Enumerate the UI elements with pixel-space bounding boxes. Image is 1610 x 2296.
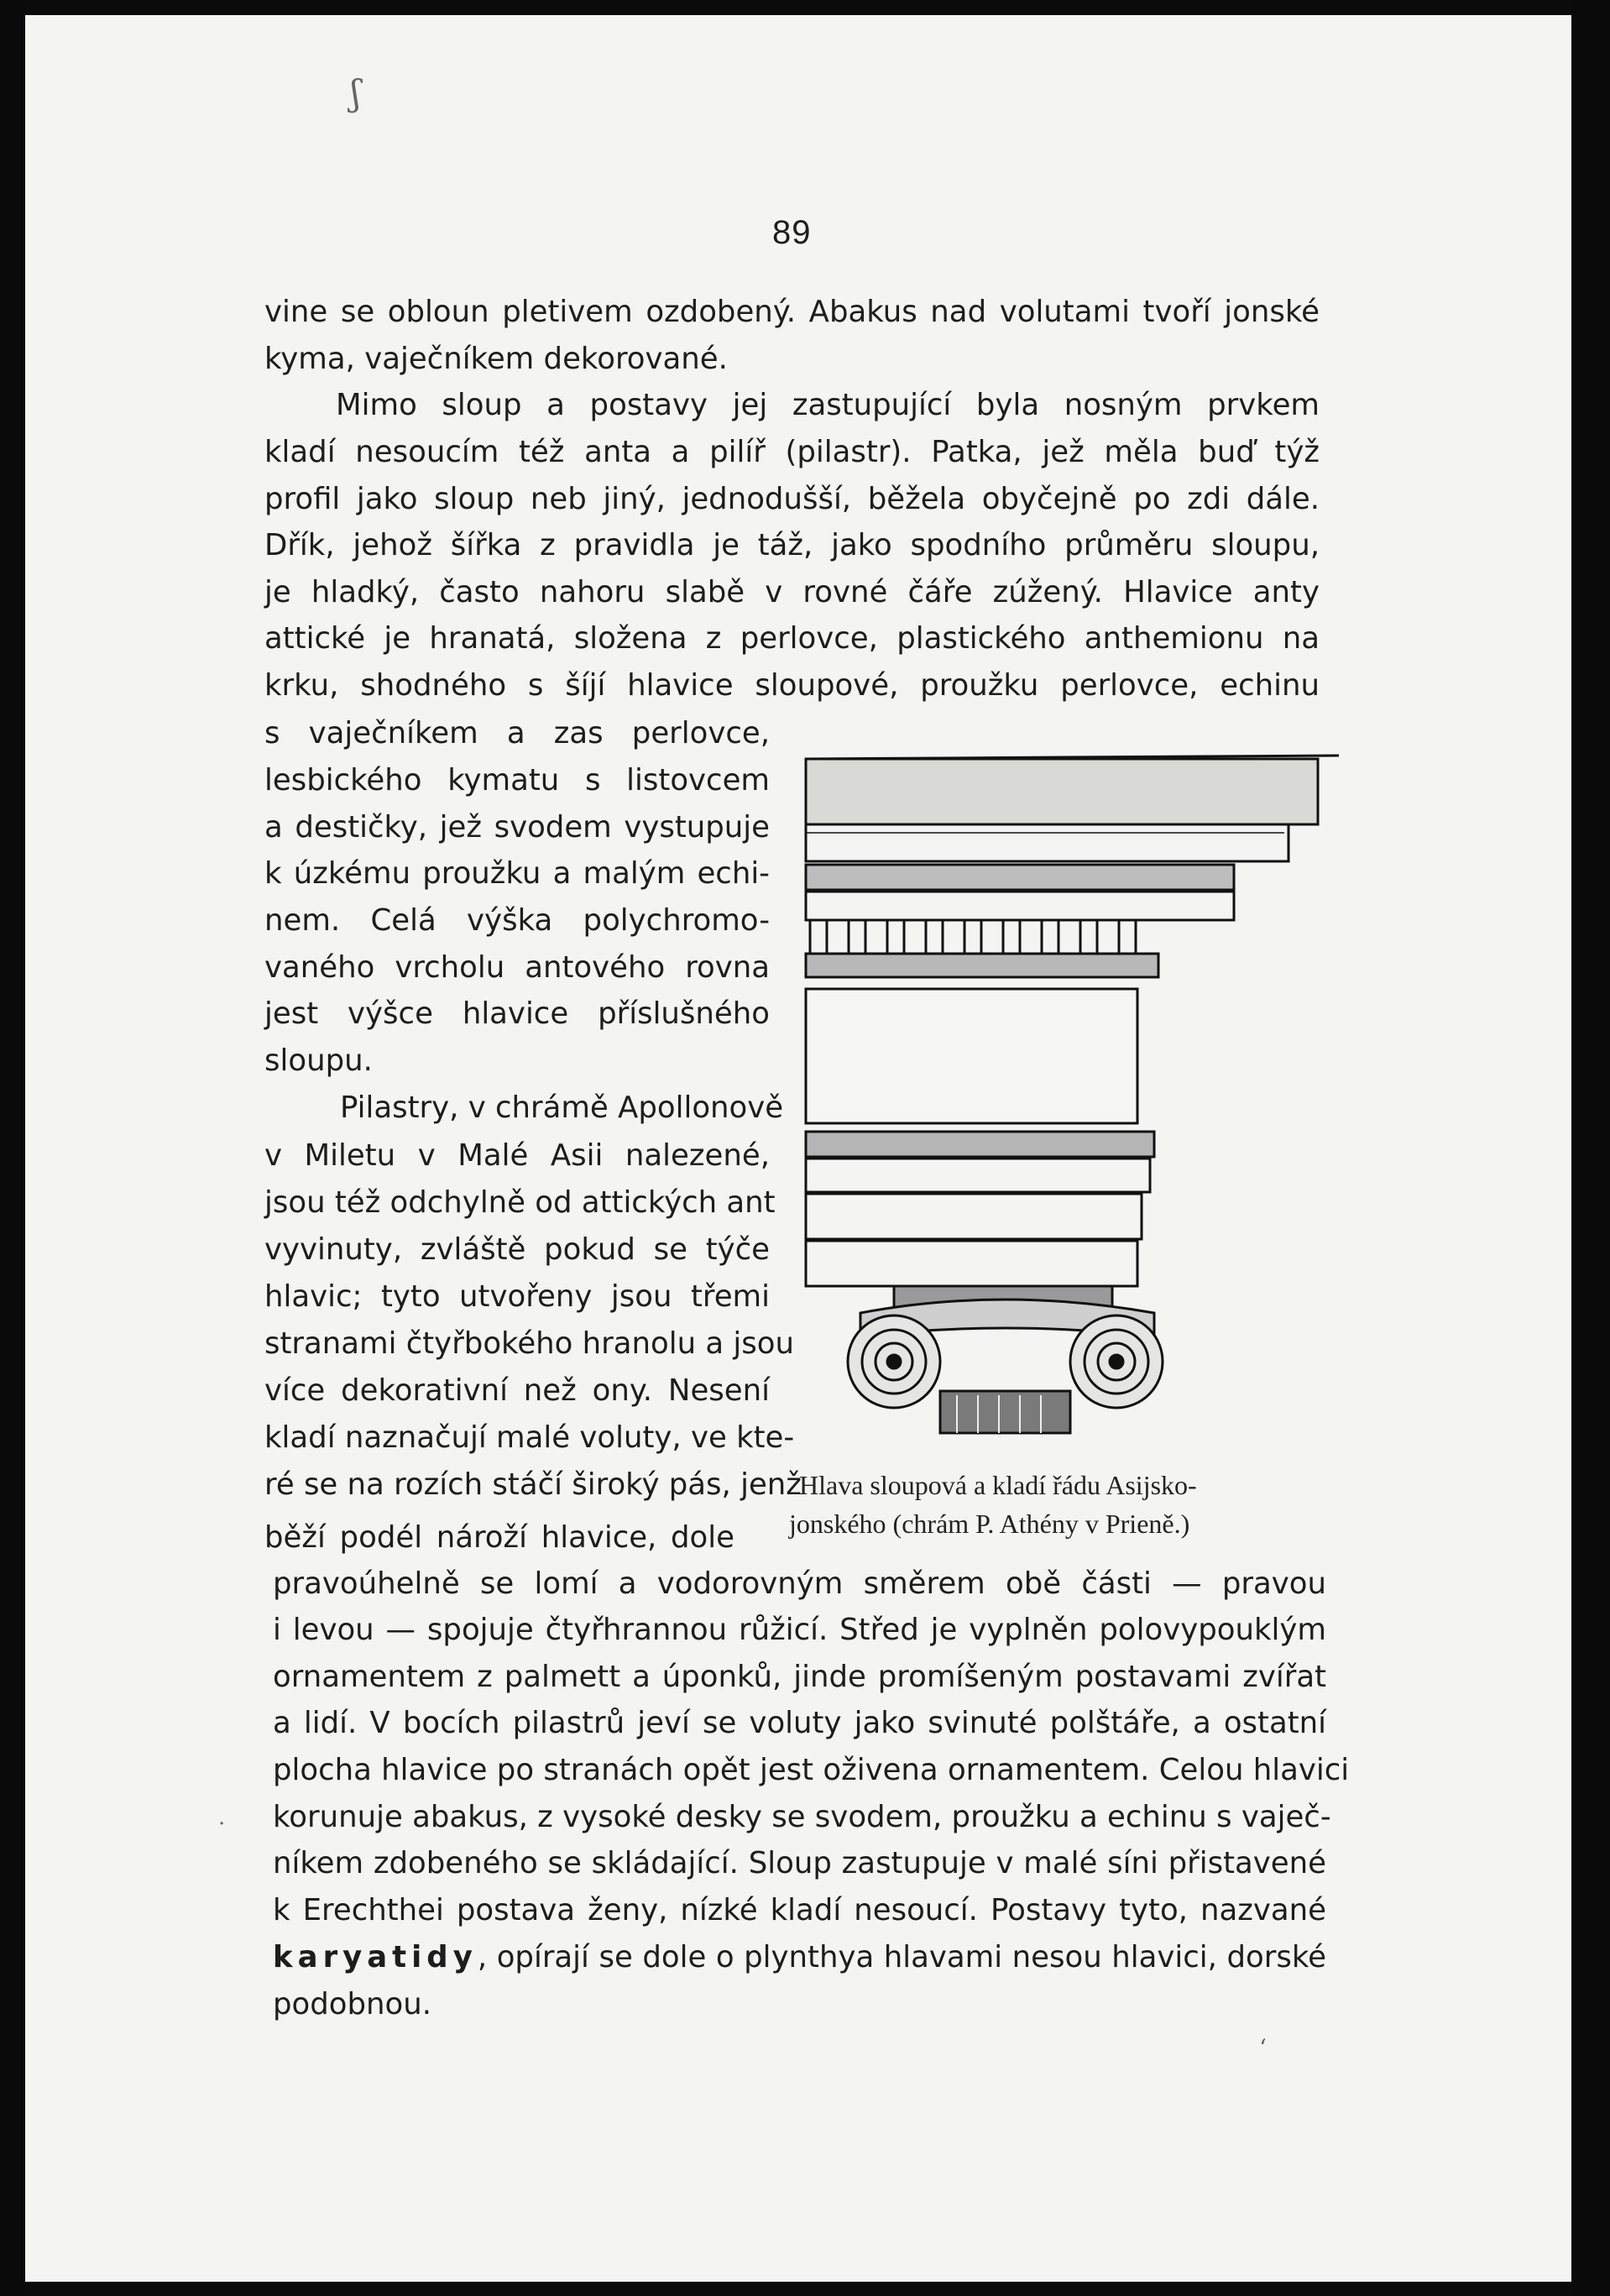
text-line-rest: , opírají se dole o plynthya hlavami nesou hlavici, dorské: [477, 1940, 1326, 1974]
text-line: plocha hlavice po stranách opět jest oživena ornamentem. Celou hlavici: [273, 1753, 1350, 1787]
text-line: kladí naznačují malé voluty, ve kte-: [264, 1420, 795, 1455]
text-line: více dekorativní než ony. Nesení: [264, 1373, 770, 1408]
text-line: v Miletu v Malé Asii nalezené,: [264, 1138, 770, 1173]
dentil-row: [810, 920, 1136, 954]
text-line: profil jako sloup neb jiný, jednodušší, běžela obyčejně po zdi dále.: [264, 482, 1320, 516]
architrave-fascia-2: [806, 1194, 1142, 1239]
dentil-egg-band: [806, 954, 1158, 977]
text-line: a destičky, jež svodem vystupuje: [264, 810, 770, 845]
ionic-capital-entablature-figure: [802, 749, 1339, 1437]
scan-right-border: [1571, 0, 1610, 2296]
text-line: kyma, vaječníkem dekorované.: [264, 342, 728, 376]
column-neck: [940, 1391, 1070, 1433]
text-line: je hladký, často nahoru slabě v rovné čáře zúžený. Hlavice anty: [264, 575, 1320, 609]
text-line: jest výšce hlavice příslušného: [264, 996, 770, 1031]
scan-left-border: [0, 0, 25, 2296]
text-line: k Erechthei postava ženy, nízké kladí nesoucí. Postavy tyto, nazvané: [273, 1893, 1326, 1927]
text-line: k úzkému proužku a malým echi-: [264, 856, 770, 891]
figure-caption-line-1: Hlava sloupová a kladí řádu Asijsko-: [799, 1470, 1197, 1500]
text-line: podobnou.: [273, 1987, 432, 2021]
text-line: kladí nesoucím též anta a pilíř (pilastr). Patka, jež měla buď týž: [264, 435, 1320, 469]
text-line: nem. Celá výška polychromo-: [264, 903, 770, 938]
text-line: s vaječníkem a zas perlovce,: [264, 716, 770, 751]
text-line: vyvinuty, zvláště pokud se týče: [264, 1232, 770, 1267]
architrave-fascia-3: [806, 1241, 1137, 1286]
text-line: vaného vrcholu antového rovna: [264, 950, 770, 985]
text-line: vine se obloun pletivem ozdobený. Abakus nad volutami tvoří jonské: [264, 295, 1320, 329]
text-line: stranami čtyřbokého hranolu a jsou: [264, 1326, 795, 1361]
margin-speck-right: ʻ: [1259, 2034, 1267, 2062]
text-line: lesbického kymatu s listovcem: [264, 763, 770, 798]
cornice-ornament-band: [806, 759, 1318, 824]
text-line: níkem zdobeného se skládající. Sloup zastupuje v malé síni přistavené: [273, 1846, 1326, 1880]
text-line: sloupu.: [264, 1043, 373, 1078]
text-line: i levou — spojuje čtyřhrannou růžicí. Střed je vyplněn polovypouklým: [273, 1613, 1326, 1647]
cornice-fascia: [806, 824, 1289, 861]
text-line: korunuje abakus, z vysoké desky se svodem, proužku a echinu s vaječ-: [273, 1800, 1331, 1834]
fascia: [806, 892, 1234, 920]
text-line: krku, shodného s šíjí hlavice sloupové, proužku perlovce, echinu: [264, 668, 1320, 703]
page-number: 89: [772, 214, 812, 251]
text-line: Pilastry, v chrámě Apollonově: [340, 1090, 784, 1125]
text-line: Dřík, jehož šířka z pravidla je táž, jako spodního průměru sloupu,: [264, 528, 1320, 562]
text-line: běží podél nároží hlavice, dole: [264, 1520, 734, 1555]
text-line: ornamentem z palmett a úponků, jinde promíšeným postavami zvířat: [273, 1660, 1326, 1694]
text-line: attické je hranatá, složena z perlovce, plastického anthemionu na: [264, 621, 1320, 656]
text-line: Mimo sloup a postavy jej zastupující byla nosným prvkem: [336, 388, 1320, 422]
frieze: [806, 989, 1137, 1123]
margin-speck-top: ʃ: [351, 72, 361, 113]
margin-speck-left: ·: [218, 1812, 226, 1837]
architrave-ornament: [806, 1132, 1154, 1157]
spaced-term-karyatidy: karyatidy: [273, 1940, 478, 1974]
text-line: ré se na rozích stáčí široký pás, jenž: [264, 1467, 802, 1502]
text-line-karyatidy: [273, 1941, 1326, 1974]
text-line: pravoúhelně se lomí a vodorovným směrem obě části — pravou: [273, 1566, 1326, 1601]
text-line: hlavic; tyto utvořeny jsou třemi: [264, 1279, 770, 1314]
architrave-fascia-1: [806, 1158, 1150, 1192]
text-line: jsou též odchylně od attických ant: [264, 1185, 776, 1220]
figure-caption-line-2: jonského (chrám P. Athény v Prieně.): [789, 1509, 1190, 1539]
egg-dart-band: [806, 865, 1234, 890]
text-line: a lidí. V bocích pilastrů jeví se voluty jako svinuté polštáře, a ostatní: [273, 1706, 1326, 1740]
